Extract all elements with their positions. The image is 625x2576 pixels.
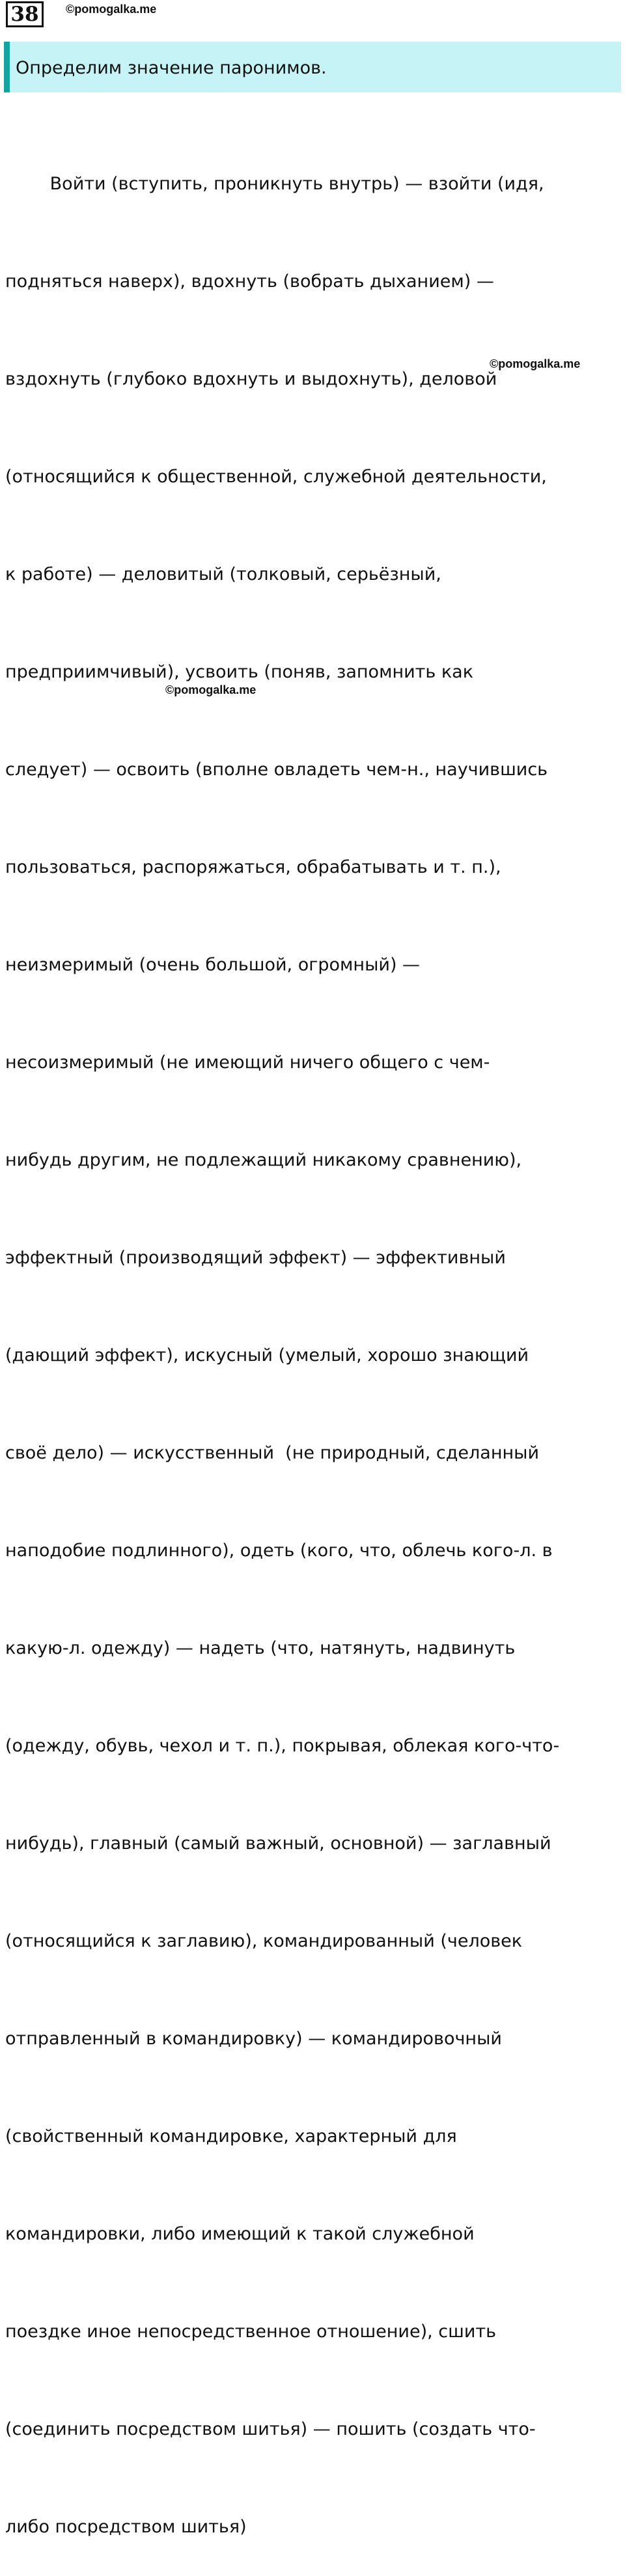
header-accent-stripe <box>4 42 10 92</box>
text-line: поездке иное непосредственное отношение), сшить <box>5 2322 497 2342</box>
text-line: (свойственный командировке, характерный для <box>5 2126 457 2146</box>
text-line: предприимчивый), усвоить (поняв, запомнить как <box>5 662 474 682</box>
text-line: наподобие подлинного), одеть (кого, что, облечь кого-л. в <box>5 1541 553 1561</box>
text-line: неизмеримый (очень большой, огромный) — <box>5 955 421 975</box>
text-line: (соединить посредством шитья) — пошить (создать что- <box>5 2419 536 2439</box>
text-line: командировки, либо имеющий к такой служебной <box>5 2224 475 2244</box>
text-line: какую-л. одежду) — надеть (что, натянуть, надвинуть <box>5 1638 516 1658</box>
text-line: Войти (вступить, проникнуть внутрь) — взойти (идя, <box>5 174 544 194</box>
text-line: подняться наверх), вдохнуть (вобрать дыханием) — <box>5 271 494 292</box>
text-line: (относящийся к заглавию), командированный (человек <box>5 1931 523 1951</box>
text-line: несоизмеримый (не имеющий ничего общего с чем- <box>5 1052 490 1073</box>
text-line: нибудь), главный (самый важный, основной) — заглавный <box>5 1833 551 1854</box>
text-line: (относящийся к общественной, служебной деятельности, <box>5 467 547 487</box>
paronyms-text <box>5 103 611 2576</box>
section-title: Определим значение паронимов. <box>16 58 327 78</box>
text-line: (одежду, обувь, чехол и т. п.), покрывая, облекая кого-что- <box>5 1736 560 1756</box>
text-line: своё дело) — искусственный (не природный, сделанный <box>5 1443 540 1463</box>
text-line: к работе) — деловитый (толковый, серьёзный, <box>5 564 441 584</box>
task-number-badge: 38 <box>6 1 44 27</box>
text-line: пользоваться, распоряжаться, обрабатывать и т. п.), <box>5 857 501 877</box>
text-line: (дающий эффект), искусный (умелый, хорошо знающий <box>5 1345 529 1365</box>
section-header <box>4 42 621 92</box>
text-line: отправленный в командировку) — командировочный <box>5 2029 502 2049</box>
watermark-bottom: ©pomogalka.me <box>165 683 257 696</box>
text-line: эффектный (производящий эффект) — эффективный <box>5 1248 506 1268</box>
watermark-middle: ©pomogalka.me <box>490 357 581 370</box>
text-line: либо посредством шитья) <box>5 2517 247 2537</box>
text-line: нибудь другим, не подлежащий никакому сравнению), <box>5 1150 522 1170</box>
text-line: следует) — освоить (вполне овладеть чем-н., научившись <box>5 760 548 780</box>
watermark-top: ©pomogalka.me <box>66 3 157 16</box>
text-line: вздохнуть (глубоко вдохнуть и выдохнуть), деловой <box>5 369 497 389</box>
